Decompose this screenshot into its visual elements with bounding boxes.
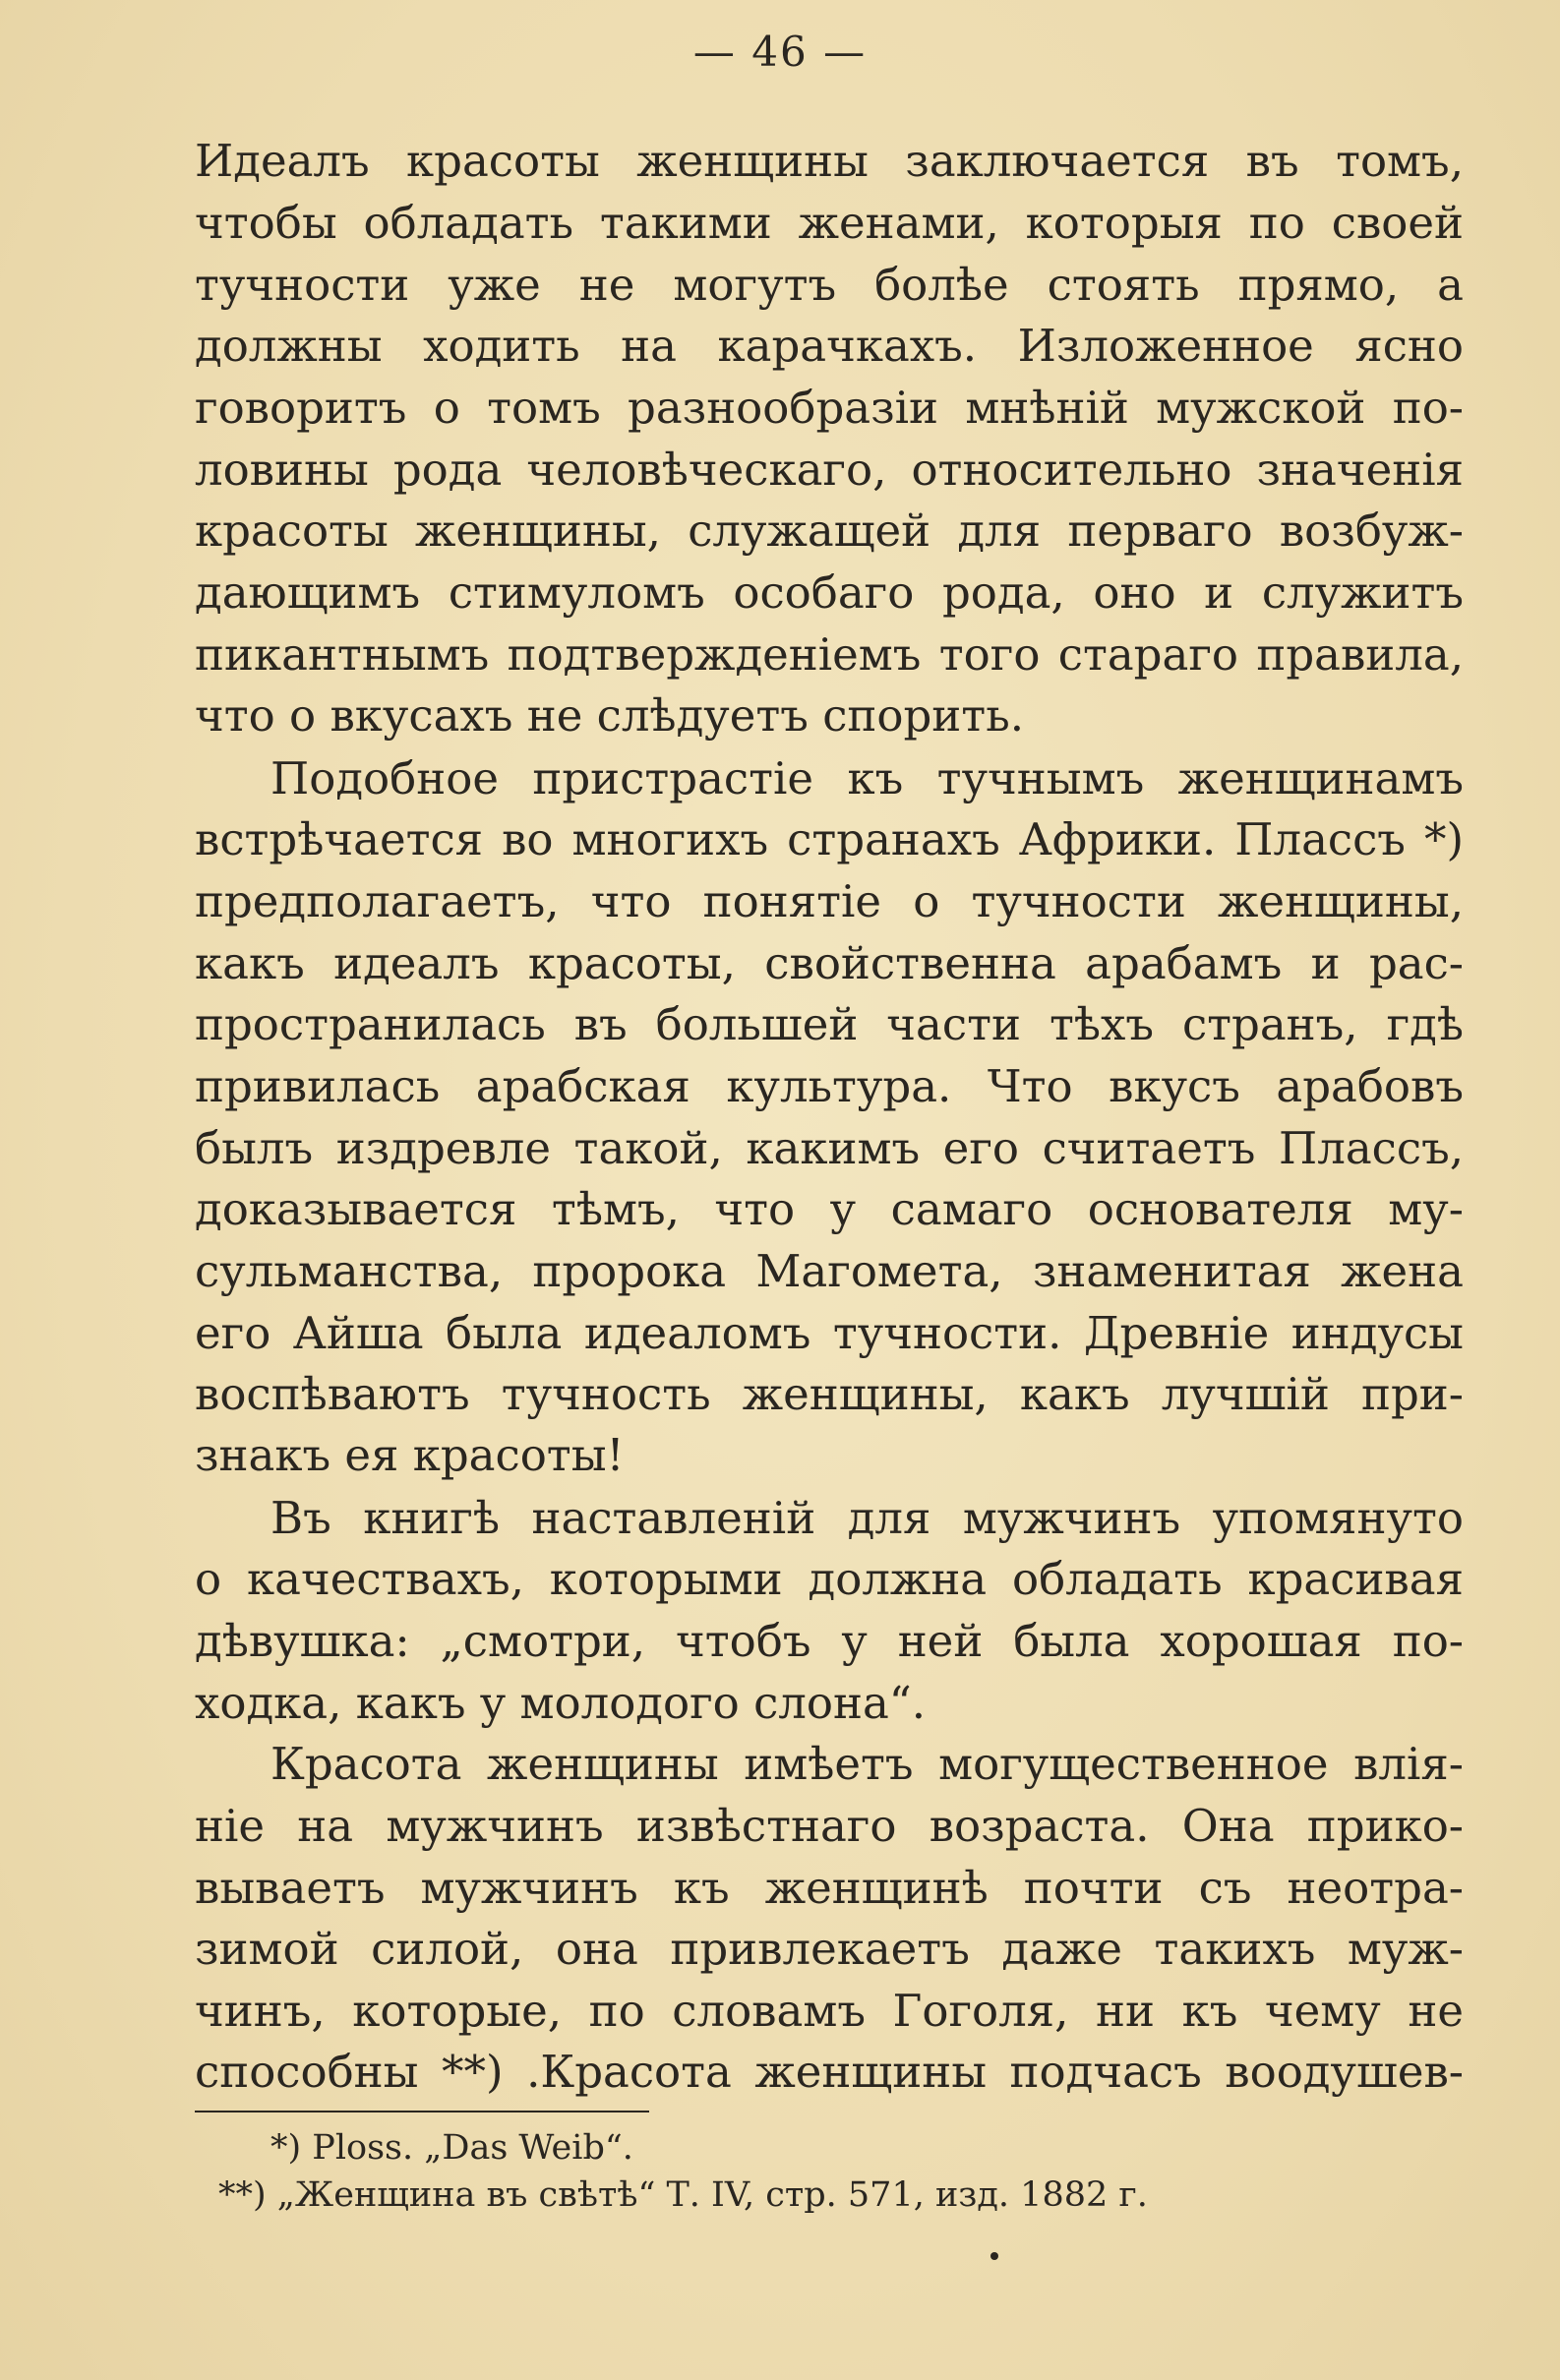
text-line: дающимъ стимуломъ особаго рода, оно и служитъ: [195, 566, 1464, 619]
text-line: доказывается тѣмъ, что у самаго основателя му-: [195, 1183, 1464, 1235]
ink-speck: [990, 2252, 998, 2260]
page-number: — 46 —: [692, 28, 868, 76]
text-line: нiе на мужчинъ извѣстнаго возраста. Она прико-: [195, 1800, 1464, 1852]
text-line: Идеалъ красоты женщины заключается въ томъ,: [195, 135, 1464, 187]
text-line: встрѣчается во многихъ странахъ Африки. Плассъ *): [195, 813, 1464, 865]
text-line: способны **) .Красота женщины подчасъ воодушев-: [195, 2046, 1464, 2098]
text-line: сульманства, пророка Магомета, знаменитая жена: [195, 1245, 1464, 1297]
text-line: дѣвушка: „смотри, чтобъ у ней была хорошая по-: [195, 1615, 1464, 1667]
text-line: тучности уже не могутъ болѣе стоять прямо, а: [195, 259, 1464, 311]
text-line: ловины рода человѣческаго, относительно значенiя: [195, 444, 1464, 496]
text-line: пространилась въ большей части тѣхъ странъ, гдѣ: [195, 998, 1464, 1050]
footnote-1: *) Ploss. „Das Weib“.: [270, 2128, 633, 2168]
text-line: чтобы обладать такими женами, которыя по своей: [195, 197, 1464, 249]
text-line: воспѣваютъ тучность женщины, какъ лучшiй при-: [195, 1368, 1464, 1420]
text-line: его Айша была идеаломъ тучности. Древнiе индусы: [195, 1307, 1464, 1359]
text-line: предполагаетъ, что понятiе о тучности женщины,: [195, 875, 1464, 927]
text-line: привилась арабская культура. Что вкусъ арабовъ: [195, 1060, 1464, 1112]
footnote-divider: [195, 2111, 649, 2112]
text-line: знакъ ея красоты!: [195, 1429, 625, 1481]
footnote-2: **) „Женщина въ свѣтѣ“ Т. IV, стр. 571, изд. 1882 г.: [218, 2175, 1148, 2215]
text-line: Красота женщины имѣетъ могущественное влiя-: [270, 1738, 1464, 1790]
text-line: вываетъ мужчинъ къ женщинѣ почти съ неотра-: [195, 1862, 1464, 1914]
text-line: красоты женщины, служащей для перваго возбуж-: [195, 505, 1464, 557]
text-line: какъ идеалъ красоты, свойственна арабамъ и рас-: [195, 937, 1464, 989]
text-line: должны ходить на карачкахъ. Изложенное ясно: [195, 320, 1464, 372]
text-line: Подобное пристрастiе къ тучнымъ женщинамъ: [270, 752, 1464, 804]
text-line: говоритъ о томъ разнообразiи мнѣнiй мужской по-: [195, 382, 1464, 434]
text-line: чинъ, которые, по словамъ Гоголя, ни къ чему не: [195, 1985, 1464, 2037]
text-line: о качествахъ, которыми должна обладать красивая: [195, 1553, 1464, 1605]
text-line: Въ книгѣ наставленiй для мужчинъ упомянуто: [270, 1492, 1464, 1544]
text-line: ходка, какъ у молодого слона“.: [195, 1677, 927, 1729]
text-line: зимой силой, она привлекаетъ даже такихъ муж-: [195, 1923, 1464, 1975]
text-line: пикантнымъ подтвержденiемъ того стараго правила,: [195, 628, 1464, 681]
text-line: что о вкусахъ не слѣдуетъ спорить.: [195, 689, 1025, 742]
text-line: былъ издревле такой, какимъ его считаетъ Плассъ,: [195, 1122, 1464, 1174]
